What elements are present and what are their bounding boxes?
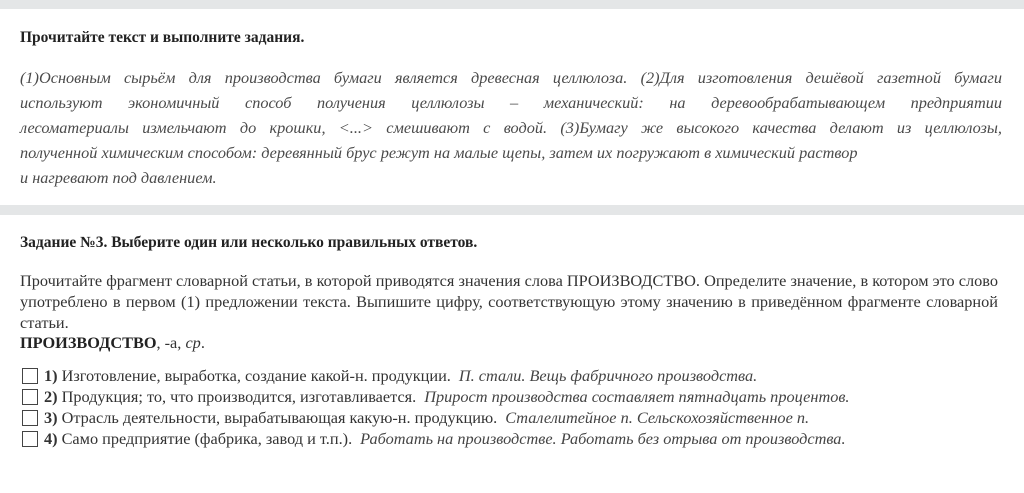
option-text: Само предприятие (фабрика, завод и т.п.). <box>61 429 353 448</box>
answer-option-2[interactable] <box>22 386 850 407</box>
option-number: 4) <box>44 429 58 448</box>
answer-options <box>22 365 850 449</box>
passage-line: лесоматериалы измельчают до крошки, <...> смешивают с водой. (3)Бумагу же высокого качества делают из целлюлозы, <box>20 118 1002 137</box>
section-divider <box>0 205 1024 215</box>
passage-line: и нагревают под давлением. <box>20 168 217 187</box>
answer-option-3[interactable] <box>22 407 850 428</box>
answer-option-1[interactable] <box>22 365 850 386</box>
option-example: Прирост производства составляет пятнадцать процентов. <box>424 387 850 406</box>
checkbox-option-2[interactable] <box>22 389 38 405</box>
option-example: Работать на производстве. Работать без отрыва от производства. <box>360 429 846 448</box>
intro-heading: Прочитайте текст и выполните задания. <box>20 29 305 46</box>
option-number: 3) <box>44 408 58 427</box>
option-number: 2) <box>44 387 58 406</box>
option-text: Продукция; то, что производится, изготавливается. <box>61 387 417 406</box>
answer-option-4[interactable] <box>22 428 850 449</box>
option-number: 1) <box>44 366 58 385</box>
top-divider <box>0 0 1024 9</box>
checkbox-option-3[interactable] <box>22 410 38 426</box>
entry-end: . <box>200 333 205 352</box>
dictionary-entry-header <box>20 333 205 353</box>
option-text: Изготовление, выработка, создание какой-н. продукции. <box>61 366 451 385</box>
entry-suffix: , -а, <box>156 333 186 352</box>
entry-word: ПРОИЗВОДСТВО <box>20 333 157 352</box>
checkbox-option-4[interactable] <box>22 431 38 447</box>
option-example: П. стали. Вещь фабричного производства. <box>458 366 758 385</box>
checkbox-option-1[interactable] <box>22 368 38 384</box>
option-text: Отрасль деятельности, вырабатывающая какую-н. продукцию. <box>61 408 498 427</box>
entry-gender: ср <box>185 333 201 352</box>
passage-line: (1)Основным сырьём для производства бумаги является древесная целлюлоза. (2)Для изготовления дешёвой газетной бумаги <box>20 68 1002 87</box>
task-heading: Задание №3. Выберите один или несколько правильных ответов. <box>20 234 478 251</box>
passage-line: используют экономичный способ получения целлюлозы – механический: на деревообрабатывающем предприятии <box>20 93 1002 112</box>
option-example: Сталелитейное п. Сельскохозяйственное п. <box>505 408 810 427</box>
passage-line: полученной химическим способом: деревянный брус режут на малые щепы, затем их погружают в химический раствор <box>20 143 858 162</box>
task-instruction: Прочитайте фрагмент словарной статьи, в которой приводятся значения слова ПРОИЗВОДСТВО. Определите значение, в котором это слово употреблено в первом (1) предложении текста. Выпишите цифру, соответствующую этому значению в приведённом фрагменте словарной статьи. <box>20 271 998 332</box>
reading-passage <box>20 65 1002 190</box>
